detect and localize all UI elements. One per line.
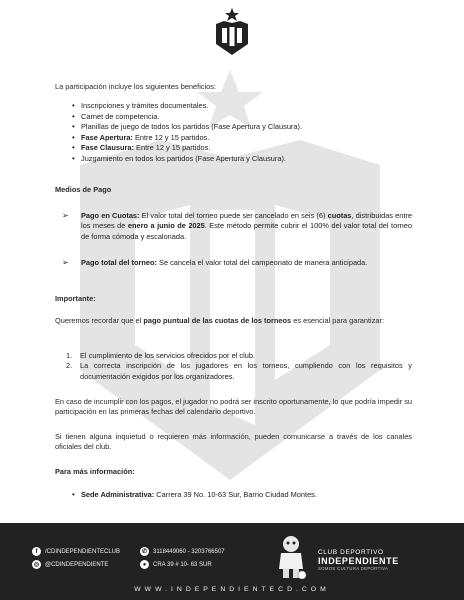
club-name-block: CLUB DEPORTIVO INDEPENDIENTE SOMOS CULTURA DEPORTIVA xyxy=(318,549,399,571)
arrow-bullet-icon: ➢ xyxy=(62,211,69,220)
club-logo-icon xyxy=(214,8,250,56)
list-item: • Juzgamiento en todos los partidos (Fase Apertura y Clausura). xyxy=(72,154,412,165)
footer-facebook[interactable]: f /CDINDEPENDIENTECLUB xyxy=(32,547,120,556)
list-item: • Carnet de competencia. xyxy=(72,112,412,123)
list-item: 2. La correcta inscripción de los jugadores en los torneos, cumpliendo con los requisitos y documentación exigidos por los organizadores. xyxy=(66,361,412,381)
list-item: 1. El cumplimiento de los servicios ofrecidos por el club. xyxy=(66,351,255,360)
medios-heading: Medios de Pago xyxy=(55,185,112,194)
list-item: • Fase Apertura: Entre 12 y 15 partidos. xyxy=(72,133,412,144)
facebook-icon: f xyxy=(32,547,41,556)
list-item: • Fase Clausura: Entre 12 y 15 partidos. xyxy=(72,143,412,154)
inquietud-paragraph: Si tienen alguna inquietud o requieren más información, pueden comunicarse a través de los canales oficiales del club. xyxy=(55,432,412,452)
list-item: • Sede Administrativa: Carrera 39 No. 10-63 Sur, Barrio Ciudad Montes. xyxy=(72,490,412,501)
footer-phone[interactable]: ✆ 3118449060 - 3203766507 xyxy=(141,548,225,555)
arrow-bullet-icon: ➢ xyxy=(62,258,69,267)
footer-address: ● CRA 39 # 10- 63 SUR xyxy=(140,560,212,569)
footer-website-link[interactable]: WWW.INDEPENDIENTECD.COM xyxy=(134,586,330,593)
instagram-icon: ◎ xyxy=(33,562,40,568)
location-pin-icon: ● xyxy=(140,560,149,569)
phone-icon: ✆ xyxy=(141,549,148,555)
footer-instagram[interactable]: ◎ @CDINDEPENDIENTE xyxy=(33,561,109,568)
importante-paragraph: Queremos recordar que el pago puntual de las cuotas de los torneos es esencial para garantizar: xyxy=(55,316,385,325)
mas-info-heading: Para más información: xyxy=(55,467,135,476)
incumplir-paragraph: En caso de incumplir con los pagos, el jugador no podrá ser inscrito oportunamente, lo que podría impedir su participación en las primeras fechas del calendario deportivo. xyxy=(55,397,413,417)
pago-cuotas-item: ➢ Pago en Cuotas: El valor total del torneo puede ser cancelado en seis (6) cuotas, distribuidas entre los meses de enero a junio de 2025. Este método permite cubrir el 100% del valor total del torneo de forma cómoda y escalonada. xyxy=(62,211,413,241)
list-item: • Inscripciones y trámites documentales. xyxy=(72,101,412,112)
pago-total-item: ➢ Pago total del torneo: Se cancela el valor total del campeonato de manera anticipada. xyxy=(62,258,368,267)
intro-text: La participación incluye los siguientes beneficios: xyxy=(55,82,217,91)
list-item: • Planillas de juego de todos los partidos (Fase Apertura y Clausura). xyxy=(72,122,412,133)
mascot-icon xyxy=(275,535,307,579)
numbered-list xyxy=(66,351,412,382)
sede-list xyxy=(72,490,412,501)
benefits-list xyxy=(72,101,412,164)
importante-heading: Importante: xyxy=(55,294,96,303)
